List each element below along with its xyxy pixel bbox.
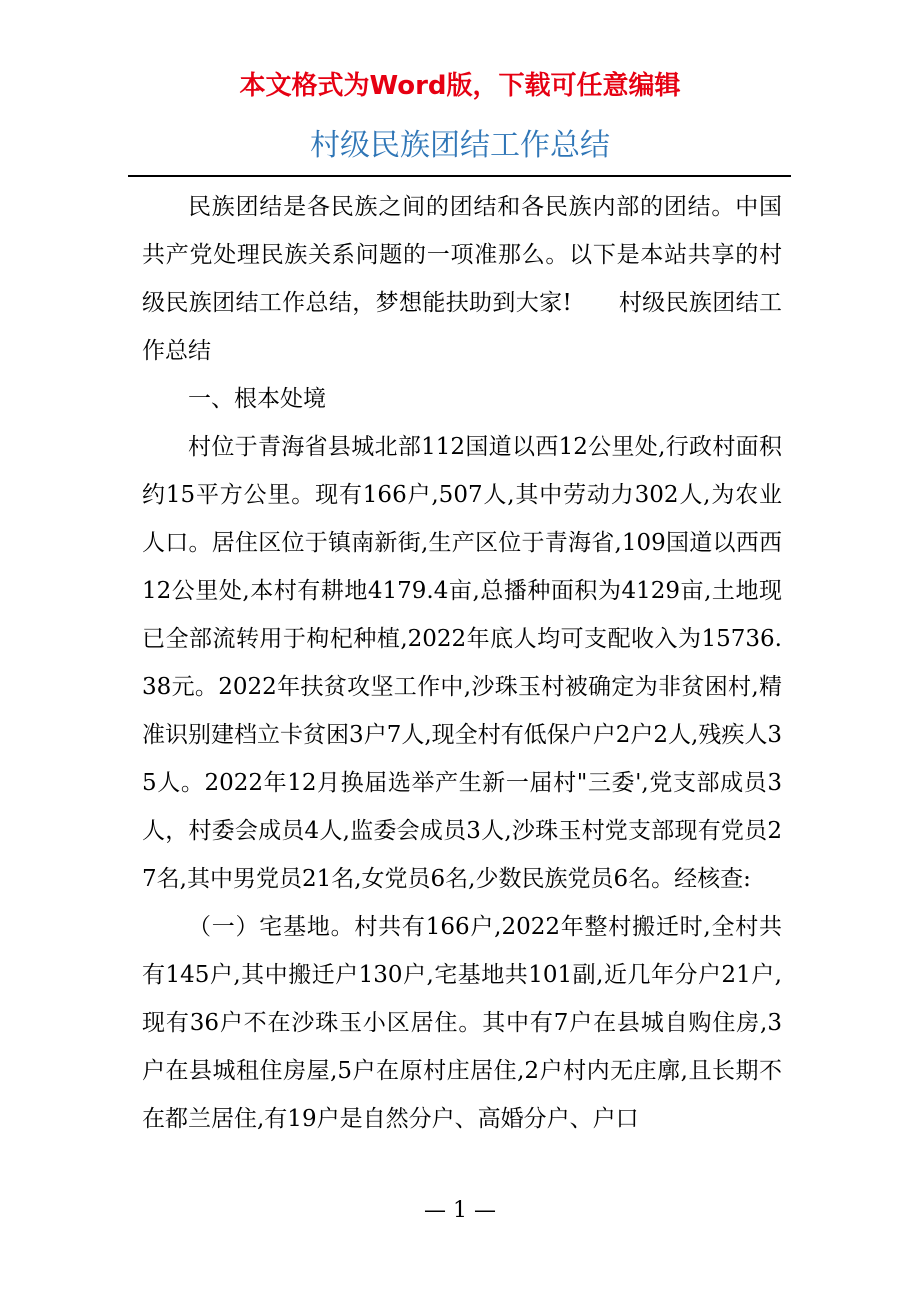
paragraph-situation: 村位于青海省县城北部112国道以西12公里处,行政村面积约15平方公里。现有166户,507人,其中劳动力302人,为农业人口。居住区位于镇南新街,生产区位于青海省,109国道以西西12公里处,本村有耕地4179.4亩,总播种面积为4129亩,土地现已全部流转用于枸杞种植,2022年底人均可支配收入为15736.38元。2022年扶贫攻坚工作中,沙珠玉村被确定为非贫困村,精准识别建档立卡贫困3户7人,现全村有低保户户2户2人,残疾人35人。2022年12月换届选举产生新一届村"三委',党支部成员3人，村委会成员4人,监委会成员3人,沙珠玉村党支部现有党员27名,其中男党员21名,女党员6名,少数民族党员6名。经核查:: [142, 434, 782, 892]
paragraph-homestead: （一）宅基地。村共有166户,2022年整村搬迁时,全村共有145户,其中搬迁户130户,宅基地共101副,近几年分户21户,现有36户不在沙珠玉小区居住。其中有7户在县城自购住房,3户在县城租住房屋,5户在原村庄居住,2户村内无庄廓,且长期不在都兰居住,有19户是自然分户、高婚分户、户口: [142, 914, 782, 1132]
document-body: [142, 183, 782, 1143]
section-heading: 一、根本处境: [188, 386, 326, 412]
title-divider: [128, 175, 791, 177]
page-number: — 1 —: [424, 1198, 496, 1223]
paragraph-intro: 民族团结是各民族之间的团结和各民族内部的团结。中国共产党处理民族关系问题的一项准那么。以下是本站共享的村级民族团结工作总结，梦想能扶助到大家! 村级民族团结工作总结: [142, 194, 782, 364]
format-notice-banner: 本文格式为Word版，下载可任意编辑: [239, 71, 681, 101]
document-title: 村级民族团结工作总结: [310, 128, 610, 163]
